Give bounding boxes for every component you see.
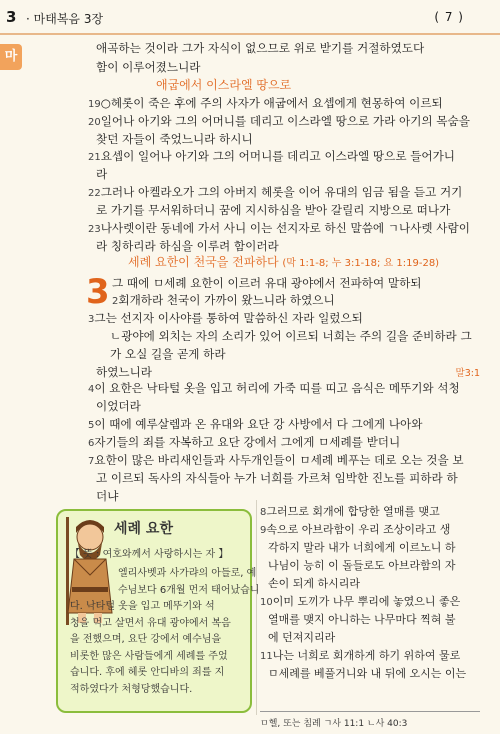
verse-line [88, 95, 443, 113]
verse-text: 열매를 맺지 아니하는 나무마다 찍혀 불 [268, 613, 456, 626]
verse-line [88, 148, 455, 166]
verse-text: 그는 선지자 이사야를 통하여 말씀하신 자라 일렀으되 [94, 311, 363, 325]
verse-number: 8 [260, 507, 267, 518]
section-heading-2-title: 세례 요한이 천국을 전파하다 [128, 255, 279, 269]
verse-text: 더냐 [96, 489, 119, 503]
verse-number: 4 [88, 384, 95, 395]
verse-number: 6 [88, 438, 95, 449]
book-title [26, 10, 103, 27]
verse-number: 21 [88, 152, 101, 163]
verse-text: 요셉이 일어나 아기와 그의 어머니를 데리고 이스라엘 땅으로 들어가니 [100, 149, 456, 163]
verse-text: 나사렛이란 동네에 가서 사니 이는 선지자로 하신 말씀에 ㄱ나사렛 사람이 [100, 221, 470, 235]
verse-text: 각하지 말라 내가 너희에게 이르노니 하 [268, 541, 456, 554]
verse-text: 애곡하는 것이라 그가 자식이 없으므로 위로 받기를 거절하였도다 [96, 41, 425, 55]
verse-line [268, 558, 456, 575]
verse-line [268, 666, 466, 683]
verse-number: 7 [88, 456, 95, 467]
footnote-rule [260, 711, 480, 712]
verse-number: 10 [260, 597, 273, 608]
verse-text: 자기들의 죄를 자복하고 요단 강에서 그에게 ㅁ세례를 받더니 [94, 435, 401, 449]
verse-number: 23 [88, 224, 101, 235]
info-box-line: 다. 낙타털 옷을 입고 메뚜기와 석 [70, 601, 215, 612]
verse-line [96, 131, 253, 149]
verse-text: 함이 이루어졌느니라 [96, 60, 201, 74]
verse-number: 22 [88, 188, 101, 199]
info-box-line: 비롯한 많은 사람들에게 세례를 주었 [70, 650, 228, 662]
verse-line [110, 346, 226, 364]
info-box-line: 수님보다 6개월 먼저 태어났습니 [118, 584, 260, 596]
verse-number: 5 [88, 420, 95, 431]
page-header [0, 0, 500, 34]
margin-note: 말3:1 [455, 368, 480, 379]
verse-text: 에 던져지리라 [268, 631, 336, 644]
header-bullet: · [26, 12, 30, 26]
verse-line [88, 416, 422, 434]
verse-text: 고 이르되 독사의 자식들아 누가 너희를 가르쳐 임박한 진노를 피하라 하 [96, 471, 458, 485]
verse-text: 나님이 능히 이 돌들로도 아브라함의 자 [268, 559, 456, 572]
verse-text: 그러나 아켈라오가 그의 아버지 헤롯을 이어 유대의 임금 됨을 듣고 거기 [100, 185, 463, 199]
verse-line [96, 166, 107, 184]
verse-text: 하였느니라 [96, 365, 152, 379]
verse-line [110, 328, 472, 346]
verse-line [88, 113, 470, 131]
verse-text: ㄴ광야에 외치는 자의 소리가 있어 이르되 너희는 주의 길을 준비하라 그 [110, 329, 472, 343]
verse-text: ㅁ세례를 베풀거니와 내 뒤에 오시는 이는 [268, 667, 467, 680]
verse-line [96, 488, 118, 506]
verse-line [88, 220, 470, 238]
verse-number: 9 [260, 525, 267, 536]
chapter-number: ( 7 ) [434, 10, 464, 24]
side-tab: 마 [0, 44, 22, 70]
verse-line [88, 310, 363, 328]
verse-text: 나는 너희로 회개하게 하기 위하여 물로 [272, 649, 461, 662]
info-box-title: 세례 요한 [114, 521, 173, 537]
verse-text: 라 칭하리라 하심을 이루려 함이러라 [96, 239, 279, 253]
info-box-line: 청을 먹고 살면서 유대 광야에서 복음 [70, 617, 231, 629]
verse-text: 이 요한은 낙타털 옷을 입고 허리에 가죽 띠를 띠고 음식은 메뚜기와 석청 [94, 381, 460, 395]
footnote: ㅁ헬, 또는 침례 ㄱ사 11:1 ㄴ사 40:3 [260, 719, 408, 729]
verse-line [88, 184, 462, 202]
verse-line [112, 292, 335, 310]
verse-line [268, 576, 360, 593]
verse-line [96, 59, 200, 77]
verse-line [88, 380, 460, 398]
verse-text: 찾던 자들이 죽었느니라 하시니 [96, 132, 253, 146]
verse-line [96, 202, 450, 220]
verse-line [260, 522, 450, 539]
header-rule [0, 33, 500, 35]
section-heading-2-refs: (막 1:1-8; 누 3:1-18; 요 1:19-28) [282, 258, 440, 269]
verse-number: 3 [88, 314, 95, 325]
verse-line [88, 452, 464, 470]
verse-line [268, 612, 456, 629]
verse-text: 이었더라 [96, 399, 141, 413]
column-divider [256, 500, 257, 715]
info-box-subtitle: 【 뜻 : 여호와께서 사랑하시는 자 】 [70, 549, 229, 560]
verse-line [260, 648, 460, 665]
verse-line [268, 540, 456, 557]
verse-text: 라 [96, 167, 108, 181]
verse-number: 20 [88, 117, 101, 128]
info-box-line: 엘리사벳과 사가랴의 아들로, 예 [118, 568, 257, 579]
verse-text: 속으로 아브라함이 우리 조상이라고 생 [266, 523, 451, 536]
verse-line [260, 594, 460, 611]
info-box-line: 습니다. 후에 헤롯 안디바의 죄를 지 [70, 667, 225, 678]
book-chapter: 마태복음 3장 [33, 12, 104, 26]
verse-number: 2 [112, 296, 119, 307]
section-heading-2 [128, 254, 439, 272]
verse-text: 로 가기를 무서워하더니 꿈에 지시하심을 받아 갈릴리 지방으로 떠나가 [96, 203, 451, 217]
verse-text: 가 오실 길을 곧게 하라 [110, 347, 226, 361]
info-box-line: 을 전했으며, 요단 강에서 예수님을 [70, 634, 222, 645]
verse-line [96, 470, 458, 488]
verse-line [260, 504, 440, 521]
page-number: 3 [6, 8, 17, 26]
verse-number: 11 [260, 651, 273, 662]
section-heading-1: 애굽에서 이스라엘 땅으로 [156, 78, 292, 92]
verse-number: 19 [88, 99, 101, 110]
verse-text: 이 때에 예루살렘과 온 유대와 요단 강 사방에서 다 그에게 나아와 [94, 417, 423, 431]
verse-text: 그러므로 회개에 합당한 열매를 맺고 [266, 505, 440, 518]
verse-line [96, 398, 141, 416]
verse-line [96, 40, 424, 58]
verse-line [268, 630, 335, 647]
info-box-line: 적하였다가 처형당했습니다. [70, 683, 193, 695]
verse-text: 회개하라 천국이 가까이 왔느니라 하였으니 [118, 293, 335, 307]
verse-text: 손이 되게 하시리라 [268, 577, 361, 590]
chapter-number-large: 3 [86, 272, 110, 312]
verse-text: 요한이 많은 바리새인들과 사두개인들이 ㅁ세례 베푸는 데로 오는 것을 보 [94, 453, 464, 467]
verse-text: 일어나 아기와 그의 어머니를 데리고 이스라엘 땅으로 가라 아기의 목숨을 [100, 114, 470, 128]
verse-line [88, 434, 400, 452]
verse-text: ○헤롯이 죽은 후에 주의 사자가 애굽에서 요셉에게 현몽하여 이르되 [100, 96, 443, 110]
verse-text: 이미 도끼가 나무 뿌리에 놓였으니 좋은 [272, 595, 461, 608]
verse-line [112, 275, 421, 293]
verse-text: 그 때에 ㅁ세례 요한이 이르러 유대 광야에서 전파하여 말하되 [112, 276, 422, 290]
